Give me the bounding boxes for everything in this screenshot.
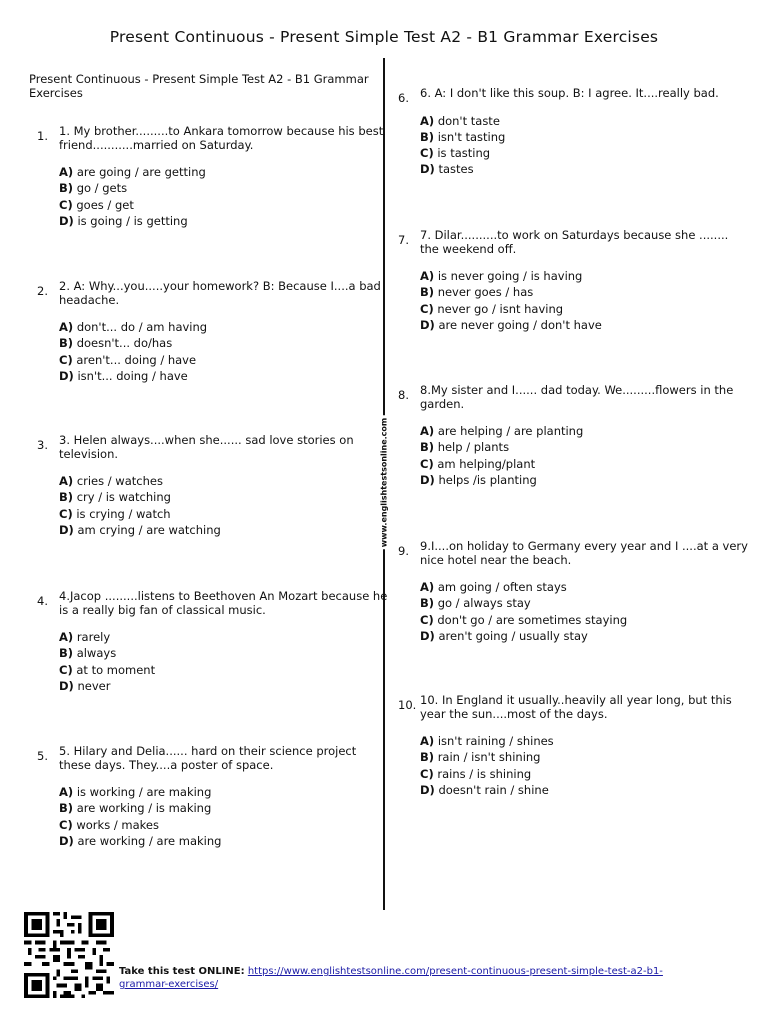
option-a[interactable] <box>59 164 389 180</box>
option-letter: D) <box>59 833 74 848</box>
question-text: 10. In England it usually..heavily all year long, but this year the sun....most of the days. <box>420 693 732 721</box>
option-letter: C) <box>59 506 73 521</box>
option-letter: B) <box>420 285 435 300</box>
question-5 <box>37 744 389 849</box>
option-a[interactable] <box>420 733 750 749</box>
option-b[interactable] <box>420 439 750 455</box>
option-text: works / makes <box>76 817 159 832</box>
option-d[interactable] <box>59 213 389 229</box>
option-text: isn't tasting <box>437 129 506 144</box>
option-b[interactable] <box>59 645 389 661</box>
option-text: goes / get <box>76 197 134 212</box>
question-number: 4. <box>37 594 48 608</box>
option-text: is going / is getting <box>77 213 188 228</box>
option-text: isn't... doing / have <box>77 368 188 383</box>
option-text: helps /is planting <box>438 472 537 487</box>
option-text: are working / are making <box>77 833 222 848</box>
question-text: 8.My sister and I...... dad today. We.........flowers in the garden. <box>420 383 734 411</box>
question-text: 2. A: Why...you.....your homework? B: Because I....a bad headache. <box>59 279 381 307</box>
option-b[interactable] <box>59 335 389 351</box>
question-text: 9.I....on holiday to Germany every year and I ....at a very nice hotel near the beach. <box>420 539 748 567</box>
option-text: are going / are getting <box>76 165 206 179</box>
option-text: is tasting <box>437 146 491 161</box>
question-text: 1. My brother.........to Ankara tomorrow because his best friend...........married on Saturday. <box>59 124 384 152</box>
question-number: 5. <box>37 749 48 763</box>
question-2 <box>37 279 389 384</box>
option-letter: B) <box>59 646 74 661</box>
option-letter: D) <box>420 628 435 643</box>
question-number: 8. <box>398 388 409 402</box>
option-letter: D) <box>420 317 435 332</box>
option-text: are helping / are planting <box>437 424 584 438</box>
option-text: tastes <box>438 162 474 177</box>
option-letter: A) <box>59 165 74 179</box>
option-letter: D) <box>420 162 435 177</box>
question-text: 7. Dilar..........to work on Saturdays because she ........ the weekend off. <box>420 228 729 256</box>
option-letter: B) <box>59 801 74 816</box>
footer-label: Take this test ONLINE: <box>119 966 245 977</box>
question-number: 2. <box>37 284 48 298</box>
option-a[interactable] <box>420 113 750 129</box>
option-text: don't taste <box>437 113 500 128</box>
option-text: aren't going / usually stay <box>438 628 588 643</box>
option-b[interactable] <box>420 129 750 145</box>
option-text: aren't... doing / have <box>76 352 197 367</box>
option-text: go / gets <box>76 181 128 196</box>
worksheet-subtitle: Present Continuous - Present Simple Test A2 - B1 Grammar Exercises <box>29 72 369 100</box>
option-text: are working / is making <box>76 801 212 816</box>
option-text: are never going / don't have <box>438 317 602 332</box>
option-c[interactable] <box>59 352 389 368</box>
option-letter: A) <box>420 734 435 748</box>
option-letter: D) <box>420 782 435 797</box>
page-title: Present Continuous - Present Simple Test A2 - B1 Grammar Exercises <box>109 28 659 46</box>
option-text: cry / is watching <box>76 490 171 505</box>
question-text: 5. Hilary and Delia...... hard on their science project these days. They....a poster of space. <box>59 744 357 772</box>
option-letter: B) <box>420 750 435 765</box>
option-letter: B) <box>420 596 435 611</box>
option-a[interactable] <box>59 629 389 645</box>
question-text: 4.Jacop .........listens to Beethoven An Mozart because he is a really big fan of classical music. <box>59 589 388 617</box>
option-text: is crying / watch <box>76 506 171 521</box>
option-c[interactable] <box>59 662 389 678</box>
option-text: never go / isnt having <box>437 301 564 316</box>
option-text: is working / are making <box>76 785 212 799</box>
option-letter: B) <box>59 490 74 505</box>
option-text: help / plants <box>437 440 510 455</box>
option-d[interactable] <box>59 368 389 384</box>
option-letter: C) <box>420 612 434 627</box>
option-text: go / always stay <box>437 596 531 611</box>
question-4 <box>37 589 389 694</box>
option-b[interactable] <box>59 489 389 505</box>
option-b[interactable] <box>420 749 750 765</box>
option-text: is never going / is having <box>437 269 583 283</box>
option-a[interactable] <box>59 319 389 335</box>
option-letter: A) <box>420 424 435 438</box>
option-a[interactable] <box>420 268 750 284</box>
option-letter: A) <box>59 320 74 334</box>
question-1 <box>37 124 389 229</box>
option-b[interactable] <box>59 180 389 196</box>
question-text: 6. A: I don't like this soup. B: I agree. It....really bad. <box>420 86 719 100</box>
option-b[interactable] <box>59 800 389 816</box>
option-d[interactable] <box>420 628 750 644</box>
option-letter: D) <box>59 678 74 693</box>
question-3 <box>37 433 389 538</box>
option-letter: A) <box>59 630 74 644</box>
option-text: never goes / has <box>437 285 534 300</box>
option-a[interactable] <box>59 784 389 800</box>
option-text: doesn't rain / shine <box>438 782 549 797</box>
question-number: 10. <box>398 698 417 712</box>
option-a[interactable] <box>59 473 389 489</box>
option-letter: D) <box>420 472 435 487</box>
option-text: rains / is shining <box>437 766 532 781</box>
question-number: 7. <box>398 233 409 247</box>
option-a[interactable] <box>420 423 750 439</box>
option-d[interactable] <box>59 522 389 538</box>
question-6 <box>398 86 750 178</box>
option-letter: C) <box>420 766 434 781</box>
question-9 <box>398 539 750 644</box>
option-text: am going / often stays <box>437 580 567 594</box>
question-number: 3. <box>37 438 48 452</box>
option-c[interactable] <box>420 456 750 472</box>
option-c[interactable] <box>420 301 750 317</box>
option-text: cries / watches <box>76 474 163 488</box>
option-letter: A) <box>420 113 435 128</box>
question-number: 6. <box>398 91 409 105</box>
option-letter: C) <box>59 662 73 677</box>
option-text: rain / isn't shining <box>437 750 541 765</box>
option-text: at to moment <box>76 662 156 677</box>
option-d[interactable] <box>420 472 750 488</box>
option-c[interactable] <box>420 612 750 628</box>
option-letter: C) <box>59 817 73 832</box>
footer <box>119 965 679 991</box>
question-number: 9. <box>398 544 409 558</box>
option-letter: D) <box>59 368 74 383</box>
option-letter: B) <box>420 129 435 144</box>
option-d[interactable] <box>59 678 389 694</box>
option-letter: C) <box>420 146 434 161</box>
option-letter: A) <box>420 580 435 594</box>
option-c[interactable] <box>59 506 389 522</box>
option-letter: C) <box>420 301 434 316</box>
option-d[interactable] <box>420 317 750 333</box>
option-text: always <box>76 646 117 661</box>
question-number: 1. <box>37 129 48 143</box>
option-letter: C) <box>420 456 434 471</box>
option-letter: A) <box>420 269 435 283</box>
test-online-link[interactable]: https://www.englishtestsonline.com/present-continuous-present-simple-test-a2-b1-grammar-exercises/ <box>119 966 663 990</box>
option-text: never <box>77 678 111 693</box>
option-text: isn't raining / shines <box>437 734 554 748</box>
option-b[interactable] <box>420 595 750 611</box>
option-d[interactable] <box>420 782 750 798</box>
option-letter: B) <box>59 181 74 196</box>
option-letter: C) <box>59 197 73 212</box>
question-7 <box>398 228 750 333</box>
option-text: don't... do / am having <box>76 320 208 334</box>
option-letter: B) <box>420 440 435 455</box>
question-8 <box>398 383 750 488</box>
qr-code-icon <box>24 912 114 998</box>
option-b[interactable] <box>420 284 750 300</box>
option-d[interactable] <box>420 161 750 177</box>
option-letter: B) <box>59 336 74 351</box>
option-c[interactable] <box>420 145 750 161</box>
option-text: rarely <box>76 630 111 644</box>
option-letter: C) <box>59 352 73 367</box>
option-letter: A) <box>59 785 74 799</box>
watermark-text: www.englishtestsonline.com <box>379 417 389 548</box>
option-c[interactable] <box>59 197 389 213</box>
option-c[interactable] <box>59 817 389 833</box>
option-d[interactable] <box>59 833 389 849</box>
option-letter: A) <box>59 474 74 488</box>
question-10 <box>398 693 750 798</box>
option-text: don't go / are sometimes staying <box>437 612 628 627</box>
option-text: doesn't... do/has <box>76 336 173 351</box>
option-text: am crying / are watching <box>77 522 221 537</box>
option-letter: D) <box>59 522 74 537</box>
option-a[interactable] <box>420 579 750 595</box>
option-c[interactable] <box>420 766 750 782</box>
option-text: am helping/plant <box>437 456 536 471</box>
option-letter: D) <box>59 213 74 228</box>
question-text: 3. Helen always....when she...... sad love stories on television. <box>59 433 354 461</box>
